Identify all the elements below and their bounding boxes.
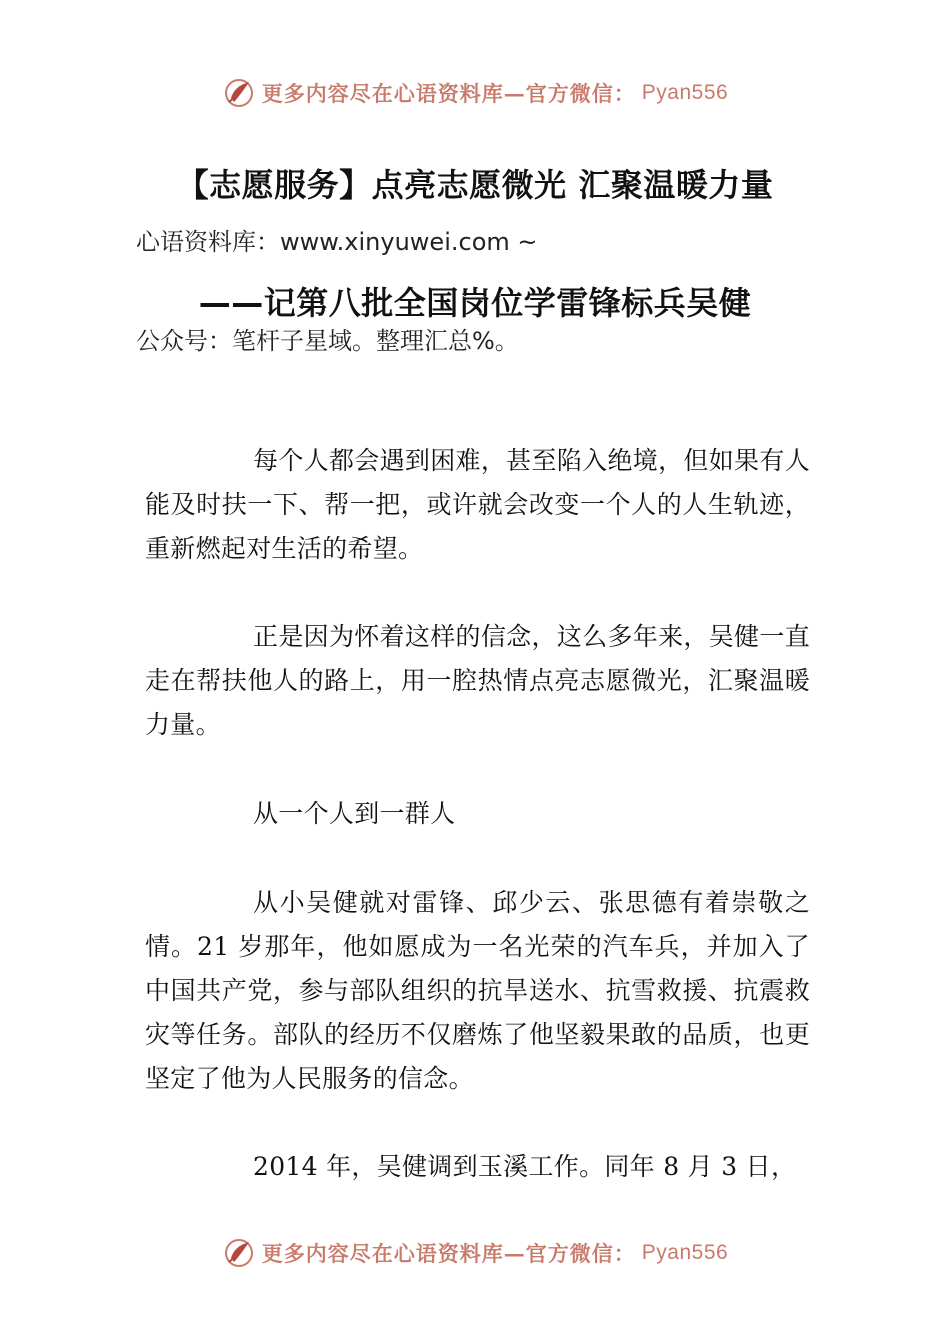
paragraph: 正是因为怀着这样的信念，这么多年来，吴健一直走在帮扶他人的路上，用一腔热情点亮志愿微光，汇聚温暖力量。 (145, 622, 810, 739)
brand-logo-icon (222, 1236, 256, 1270)
header-watermark (0, 73, 950, 113)
watermark-text: 更多内容尽在心语资料库—官方微信： (261, 1241, 636, 1266)
document-title: 【志愿服务】点亮志愿微光 汇聚温暖力量 (176, 166, 774, 204)
document-subtitle: ——记第八批全国岗位学雷锋标兵吴健 (198, 284, 752, 322)
section-heading: 从一个人到一群人 (253, 799, 456, 828)
watermark-wechat-id: Pyan556 (641, 1241, 729, 1264)
brand-logo-icon (222, 76, 256, 110)
paragraph: 2014 年，吴健调到玉溪工作。同年 8 月 3 日， (253, 1152, 797, 1181)
paragraph: 每个人都会遇到困难，甚至陷入绝境，但如果有人能及时扶一下、帮一把，或许就会改变一个人的人生轨迹，重新燃起对生活的希望。 (145, 446, 810, 563)
watermark-wechat-id: Pyan556 (641, 81, 729, 104)
source-note-line-2: 公众号：笔杆子星域。整理汇总%。 (136, 327, 519, 355)
source-note-line-1: 心语资料库：www.xinyuwei.com ~ (136, 228, 538, 256)
watermark-text: 更多内容尽在心语资料库—官方微信： (261, 81, 636, 106)
paragraph: 从小吴健就对雷锋、邱少云、张思德有着崇敬之情。21 岁那年，他如愿成为一名光荣的汽车兵，并加入了中国共产党，参与部队组织的抗旱送水、抗雪救援、抗震救灾等任务。部队的经历不仅磨炼了他坚毅果敢的品质，也更坚定了他为人民服务的信念。 (145, 888, 810, 1093)
footer-watermark (0, 1233, 950, 1273)
